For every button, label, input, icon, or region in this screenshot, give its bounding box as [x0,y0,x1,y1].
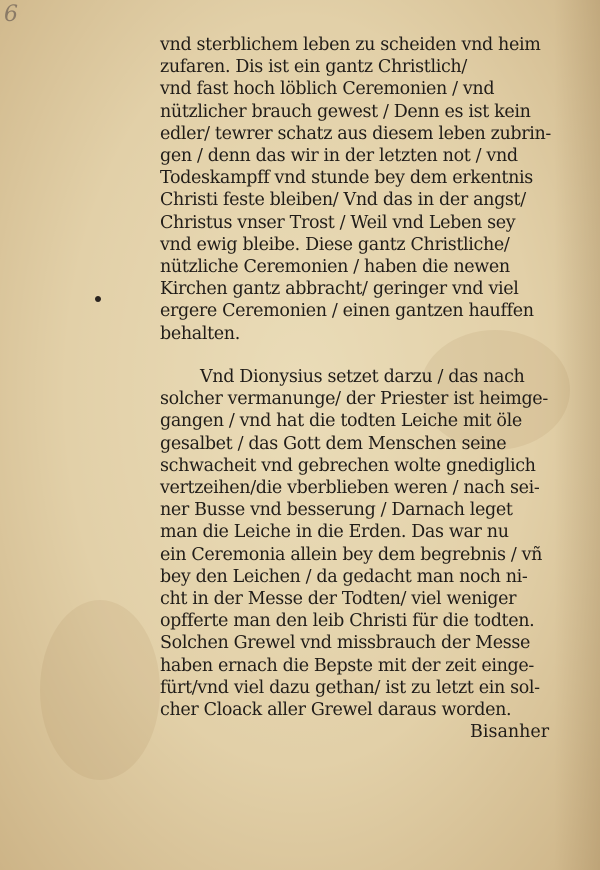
text-line: Solchen Grewel vnd missbrauch der Messe [160,633,530,654]
text-line: Christus vnser Trost / Weil vnd Leben sey [160,212,516,233]
text-line: vnd sterblichem leben zu scheiden vnd heim [160,35,541,55]
text-line: vnd fast hoch löblich Ceremonien / vnd [160,79,495,100]
text-line: ner Busse vnd besserung / Darnach leget [160,500,513,521]
text-line: Todeskampff vnd stunde bey dem erkentnis [160,168,533,189]
paper-stain [40,600,160,780]
text-line: edler/ tewrer schatz aus diesem leben zubrin- [160,123,551,144]
text-line: gesalbet / das Gott dem Menschen seine [160,433,507,454]
text-line: man die Leiche in die Erden. Das war nu [160,522,509,543]
text-line: haben ernach die Bepste mit der zeit einge- [160,655,534,676]
text-line: fürt/vnd viel dazu gethan/ ist zu letzt ein sol- [160,677,540,698]
margin-mark [95,296,101,302]
text-line: ein Ceremonia allein bey dem begrebnis / vñ [160,544,543,565]
text-line: solcher vermanunge/ der Priester ist heimge- [160,389,548,410]
text-line: opfferte man den leib Christi für die todten. [160,611,535,632]
text-line: Kirchen gantz abbracht/ geringer vnd viel [160,279,519,300]
text-line: Vnd Dionysius setzet darzu / das nach [200,367,525,387]
text-line: bey den Leichen / da gedacht man noch ni- [160,566,528,587]
text-line: gen / denn das wir in der letzten not / vnd [160,146,518,166]
text-line: behalten. [160,323,240,344]
catchword: Bisanher [470,722,550,742]
text-line: gangen / vnd hat die todten Leiche mit öle [160,411,522,432]
text-line: nützliche Ceremonien / haben die newen [160,257,510,277]
text-line: Christi feste bleiben/ Vnd das in der angst/ [160,190,526,211]
text-line: ergere Ceremonien / einen gantzen hauffen [160,301,534,322]
text-line: vertzeihen/die vberblieben weren / nach sei- [160,478,540,498]
text-line: zufaren. Dis ist ein gantz Christlich/ [160,57,467,78]
text-line: cht in der Messe der Todten/ viel weniger [160,589,517,609]
text-line: nützlicher brauch gewest / Denn es ist kein [160,101,531,122]
text-line: cher Cloack aller Grewel daraus worden. [160,700,512,720]
text-line: vnd ewig bleibe. Diese gantz Christliche/ [160,234,510,255]
text-line: schwacheit vnd gebrechen wolte gnediglich [160,455,536,476]
page-number: 6 [4,2,18,27]
